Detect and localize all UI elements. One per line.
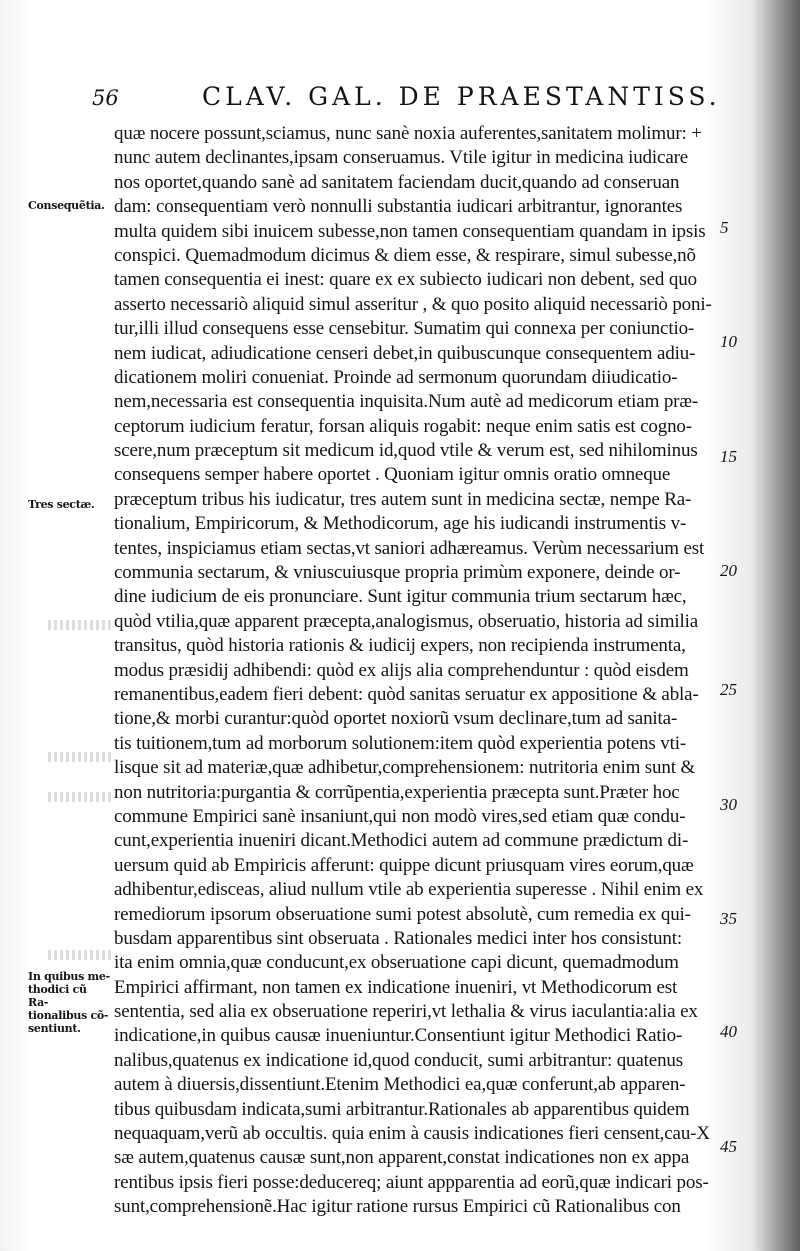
text-line: non nutritoria:purgantia & corrũpentia,experientia præcepta sunt.Præter hoc [114, 781, 680, 803]
line-number: 25 [720, 680, 737, 699]
text-line: remanentibus,eadem fieri debent: quòd sanitas seruatur ex appositione & abla- [114, 683, 699, 705]
text-line: Empirici affirmant, non tamen ex indicatione inueniri, vt Methodicorum est [114, 976, 678, 998]
text-line: quæ nocere possunt,sciamus, nunc sanè noxia auferentes,sanitatem molimur: + [114, 123, 702, 144]
text-line: tis tuitionem,tum ad morborum solutionem:item quòd experientia potens vti- [114, 732, 687, 754]
text-line: ceptorum iudicium feratur, forsan aliquis rogabit: neque enim satis est cogno- [114, 415, 692, 437]
text-line: tibus quibusdam indicata,sumi arbitrantur.Rationales ab apparentibus quidem [114, 1098, 690, 1120]
page-number: 56 [92, 86, 119, 110]
show-through-mark [48, 620, 112, 630]
text-line: lisque sit ad materiæ,quæ adhibetur,comprehensionem: nutritoria enim sunt & [114, 757, 696, 779]
marginal-note: In quibus me- thodici cũ Ra- tionalibus cõ- sentiunt. [28, 970, 110, 1035]
text-line: sæ autem,quatenus causæ sunt,non apparent,constat indicationes non ex appa [114, 1147, 690, 1169]
text-line: busdam apparentibus sint obseruata . Rationales medici inter hos consistunt: [114, 927, 682, 949]
line-number: 10 [720, 332, 737, 351]
text-line: consequens semper habere oportet . Quoniam igitur omnis oratio omneque [114, 464, 671, 486]
text-line: rentibus ipsis fieri posse:deducereq; aiunt appparentia ad eorũ,quæ indicari pos- [114, 1171, 709, 1193]
text-line: nem,necessaria est consequentia inquisita.Num autè ad medicorum etiam præ- [114, 391, 699, 413]
text-line: modus præsidij adhibendi: quòd ex alijs alia comprehenduntur : quòd eisdem [114, 659, 689, 681]
text-line: indicatione,in quibus causæ inueniuntur.Consentiunt igitur Methodici Ratio- [114, 1025, 683, 1047]
marginal-note: Consequẽtia. [28, 199, 105, 212]
text-line: tentes, inspiciamus etiam sectas,vt saniori adhæreamus. Verùm necessarium est [114, 537, 705, 559]
text-line: remediorum ipsorum obseruatione sumi potest absolutè, cum remedia ex qui- [114, 903, 691, 925]
text-line: dine iudicium de eis pronunciare. Sunt igitur communia trium sectarum hæc, [114, 586, 687, 608]
show-through-mark [48, 792, 112, 802]
text-line: sunt,comprehensionẽ.Hac igitur ratione rursus Empirici cũ Rationalibus con [114, 1196, 681, 1218]
show-through-mark [48, 950, 112, 960]
text-line: scere,num præceptum sit medicum id,quod vtile & verum est, sed nihilominus [114, 440, 698, 462]
text-line: cunt,experientia inueniri dicant.Methodici autem ad commune prædictum di- [114, 830, 689, 852]
text-line: ita enim omnia,quæ conducunt,ex obseruatione capi dicunt, quemadmodum [114, 952, 679, 974]
text-line: adhibentur,edisceas, aliud nullum vtile ab experientia superesse . Nihil enim ex [114, 879, 704, 901]
text-line: autem à diuersis,dissentiunt.Etenim Methodici ea,quæ conferunt,ab apparen- [114, 1074, 686, 1096]
line-number: 40 [720, 1022, 737, 1041]
text-line: communia sectarum, & vniuscuiusque propria primùm exponere, deinde or- [114, 562, 681, 584]
line-number: 15 [720, 447, 737, 466]
text-line: multa quidem sibi inuicem subesse,non tamen consequentiam quandam in ipsis [114, 220, 706, 242]
running-head: CLAV. GAL. DE PRAESTANTISS. [202, 82, 721, 111]
text-line: nequaquam,verũ ab occultis. quia enim à causis indicationes fieri censent,cau-X [114, 1123, 710, 1145]
text-line: tionalium, Empiricorum, & Methodicorum, age his iudicandi instrumentis v- [114, 513, 687, 535]
line-number: 20 [720, 561, 737, 580]
line-number: 45 [720, 1137, 737, 1156]
text-line: nos oportet,quando sanè ad sanitatem faciendam ducit,quando ad conseruan [114, 171, 680, 193]
text-line: præceptum tribus his iudicatur, tres autem sunt in medicina sectæ, nempe Ra- [114, 488, 692, 510]
text-line: commune Empirici sanè insaniunt,qui non modò vires,sed etiam quæ condu- [114, 805, 686, 827]
marginal-note: Tres sectæ. [28, 498, 95, 511]
text-line: nunc autem declinantes,ipsam conseruamus. Vtile igitur in medicina iudicare [114, 147, 689, 169]
text-line: transitus, quòd historia rationis & iudicij expers, non recipienda instrumenta, [114, 635, 686, 657]
text-line: quòd vtilia,quæ apparent præcepta,analogismus, obseruatio, historia ad similia [114, 610, 699, 632]
text-line: tione,& morbi curantur:quòd oportet noxiorũ vsum declinare,tum ad sanita- [114, 708, 678, 730]
text-line: uersum quid ab Empiricis afferunt: quippe dicunt priusquam vires eorum,quæ [114, 854, 694, 876]
show-through-mark [48, 752, 112, 762]
text-line: asserto necessariò aliquid simul asseritur , & quo posito aliquid necessariò poni- [114, 293, 712, 315]
text-line: dicationem moliri conueniat. Proinde ad sermonum quorundam diiudicatio- [114, 366, 678, 388]
line-number: 30 [720, 795, 737, 814]
text-line: tur,illi illud consequens esse censebitur. Sumatim qui connexa per coniunctio- [114, 318, 695, 340]
text-line: nalibus,quatenus ex indicatione id,quod conducit, sumi arbitrantur: quatenus [114, 1049, 684, 1071]
text-line: nem iudicat, adiudicatione censeri debet,in quibuscunque consequentem adiu- [114, 342, 696, 364]
text-line: sententia, sed alia ex obseruatione reperiri,vt lethalia & virus iaculantia:alia ex [114, 1001, 698, 1023]
body-text [114, 122, 714, 1220]
text-line: dam: consequentiam verò nonnulli substantia iudicari arbitrantur, ignorantes [114, 196, 683, 218]
line-number: 35 [720, 909, 737, 928]
text-line: tamen consequentia ei inest: quare ex ex subiecto iudicari non debent, sed quo [114, 269, 697, 291]
text-line: conspici. Quemadmodum dicimus & diem esse, & respirare, simul subesse,nõ [114, 244, 696, 266]
line-number: 5 [720, 218, 729, 237]
